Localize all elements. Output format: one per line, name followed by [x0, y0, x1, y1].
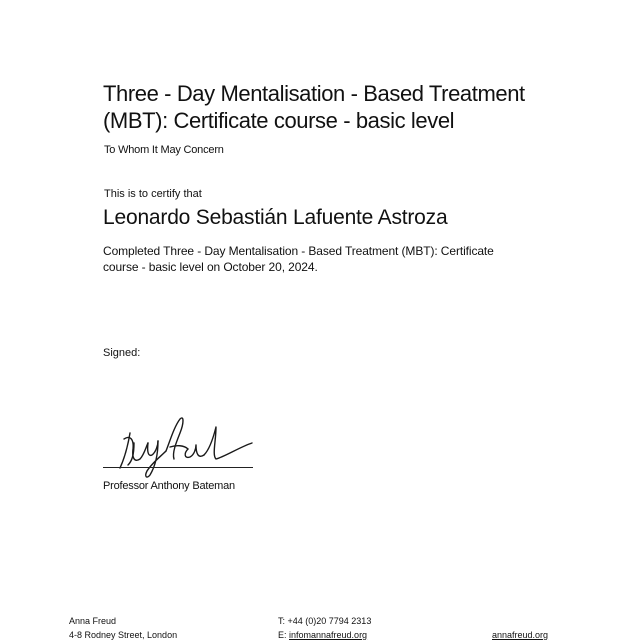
completion-line-1: Completed Three - Day Mentalisation - Based Treatment (MBT): Certificate — [103, 244, 494, 258]
completion-line-2: course - basic level on October 20, 2024. — [103, 260, 318, 274]
signed-label: Signed: — [103, 347, 141, 359]
certificate-title-line-1: Three - Day Mentalisation - Based Treatment — [103, 81, 525, 106]
completion-statement — [103, 243, 533, 275]
footer-email-prefix: E: — [278, 630, 290, 640]
signatory-name: Professor Anthony Bateman — [103, 480, 235, 492]
footer-email-link[interactable]: infomannafreud.org — [289, 630, 368, 640]
signature-line — [103, 467, 253, 468]
footer-org-name: Anna Freud — [69, 616, 117, 626]
footer-contact — [278, 614, 371, 642]
footer-street: 4-8 Rodney Street, London — [69, 630, 178, 640]
certificate-title — [103, 80, 603, 134]
certify-statement: This is to certify that — [104, 188, 202, 200]
footer-address — [69, 614, 177, 642]
certificate-title-line-2: (MBT): Certificate course - basic level — [103, 108, 455, 133]
recipient-name: Leonardo Sebastián Lafuente Astroza — [103, 206, 448, 229]
addressee: To Whom It May Concern — [104, 144, 224, 156]
footer-phone: T: +44 (0)20 7794 2313 — [278, 616, 372, 626]
footer-website-link[interactable]: annafreud.org — [492, 630, 549, 640]
